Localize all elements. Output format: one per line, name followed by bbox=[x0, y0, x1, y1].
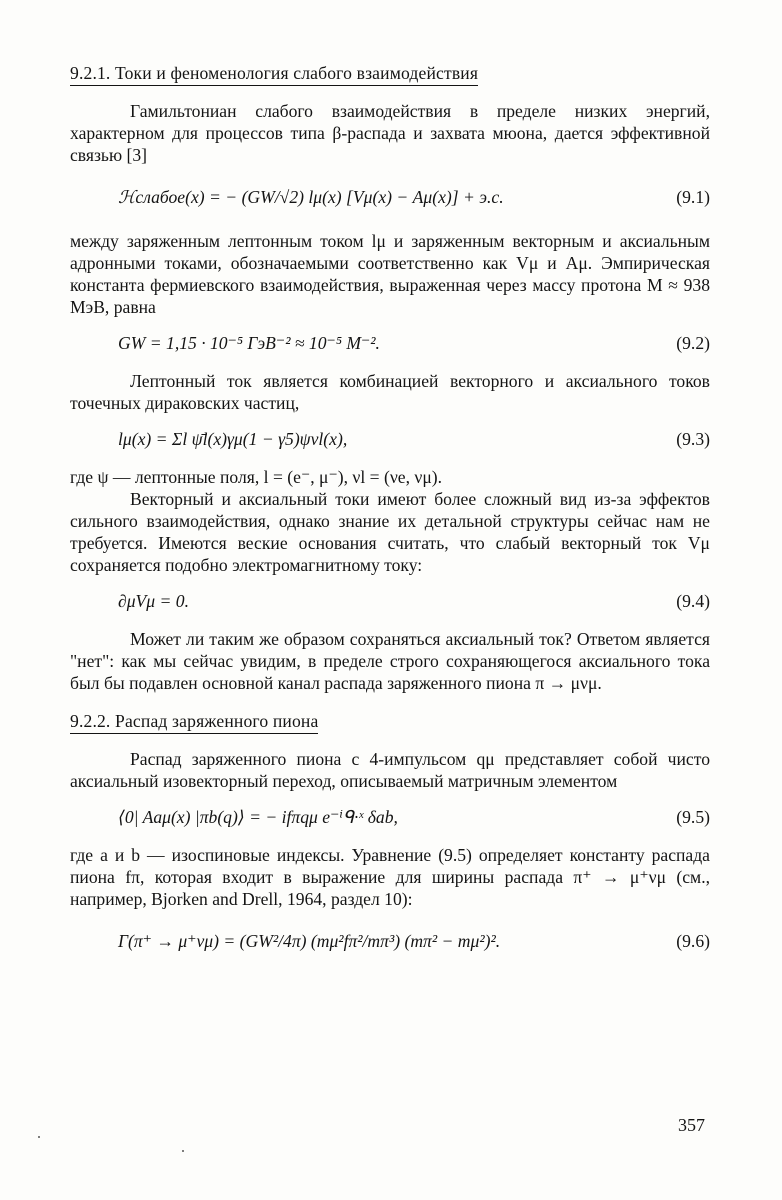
paragraph: Может ли таким же образом сохраняться аксиальный ток? Ответом является "нет": как мы сейчас увидим, в пределе строго сохраняющегося аксиального тока был бы подавлен основной канал распада заряженного пиона π → μνμ. bbox=[70, 629, 710, 693]
paragraph: где a и b — изоспиновые индексы. Уравнение (9.5) определяет константу распада пиона fπ, которая входит в выражение для ширины распада π⁺ → μ⁺νμ (см., например, Bjorken and Drell, 1964, раздел 10): bbox=[70, 845, 710, 909]
equation-number: (9.2) bbox=[676, 333, 710, 353]
section-heading-9-2-2: 9.2.2. Распад заряженного пиона bbox=[70, 710, 318, 734]
paragraph: где ψ — лептонные поля, l = (e⁻, μ⁻), νl = (νe, νμ). bbox=[70, 467, 443, 487]
page-number: 357 bbox=[678, 1115, 705, 1135]
equation-9-1 bbox=[70, 174, 710, 220]
equation-9-4 bbox=[70, 584, 710, 618]
equation-9-5 bbox=[70, 800, 710, 834]
equation-number: (9.4) bbox=[676, 591, 710, 611]
equation-formula: ℋслабое(x) = − (GW/√2) lμ(x) [Vμ(x) − Aμ(x)] + э.с. bbox=[118, 187, 504, 207]
paragraph: Векторный и аксиальный токи имеют более сложный вид из-за эффектов сильного взаимодействия, однако знание их детальной структуры сейчас нам не требуется. Имеются веские основания считать, что слабый векторный ток Vμ сохраняется подобно электромагнитному току: bbox=[70, 489, 710, 575]
paragraph: Гамильтониан слабого взаимодействия в пределе низких энергий, характерном для процессов типа β-распада и захвата мюона, дается эффективной связью [3] bbox=[70, 101, 710, 165]
equation-formula: ⟨0| Aaμ(x) |πb(q)⟩ = − ifπqμ e⁻ⁱᑫ·ˣ δab, bbox=[118, 807, 398, 827]
equation-formula: Γ(π⁺ → μ⁺νμ) = (GW²/4π) (mμ²fπ²/mπ³) (mπ² − mμ²)². bbox=[118, 931, 501, 951]
equation-formula: GW = 1,15 · 10⁻⁵ ГэВ⁻² ≈ 10⁻⁵ M⁻². bbox=[118, 333, 380, 353]
scan-speck bbox=[38, 1136, 40, 1138]
equation-formula: ∂μVμ = 0. bbox=[118, 591, 189, 611]
page-body bbox=[70, 62, 710, 974]
section-heading-9-2-1: 9.2.1. Токи и феноменология слабого взаимодействия bbox=[70, 62, 478, 86]
paragraph: между заряженным лептонным током lμ и заряженным векторным и аксиальным адронными токами, обозначаемыми соответственно как Vμ и Aμ. Эмпирическая константа фермиевского взаимодействия, выраженная через массу протона M ≈ 938 МэВ, равна bbox=[70, 231, 710, 317]
equation-number: (9.1) bbox=[676, 187, 710, 207]
equation-number: (9.6) bbox=[676, 931, 710, 951]
equation-number: (9.3) bbox=[676, 429, 710, 449]
section-gap bbox=[70, 694, 710, 710]
equation-number: (9.5) bbox=[676, 807, 710, 827]
scan-speck bbox=[182, 1150, 184, 1152]
equation-9-6 bbox=[70, 918, 710, 964]
equation-formula: lμ(x) = Σl ψ̄l(x)γμ(1 − γ5)ψνl(x), bbox=[118, 429, 348, 449]
equation-9-3 bbox=[70, 422, 710, 456]
paragraph: Лептонный ток является комбинацией векторного и аксиального токов точечных дираковских частиц, bbox=[70, 371, 710, 413]
paragraph: Распад заряженного пиона с 4-импульсом qμ представляет собой чисто аксиальный изовекторный переход, описываемый матричным элементом bbox=[70, 749, 710, 791]
equation-9-2 bbox=[70, 326, 710, 360]
